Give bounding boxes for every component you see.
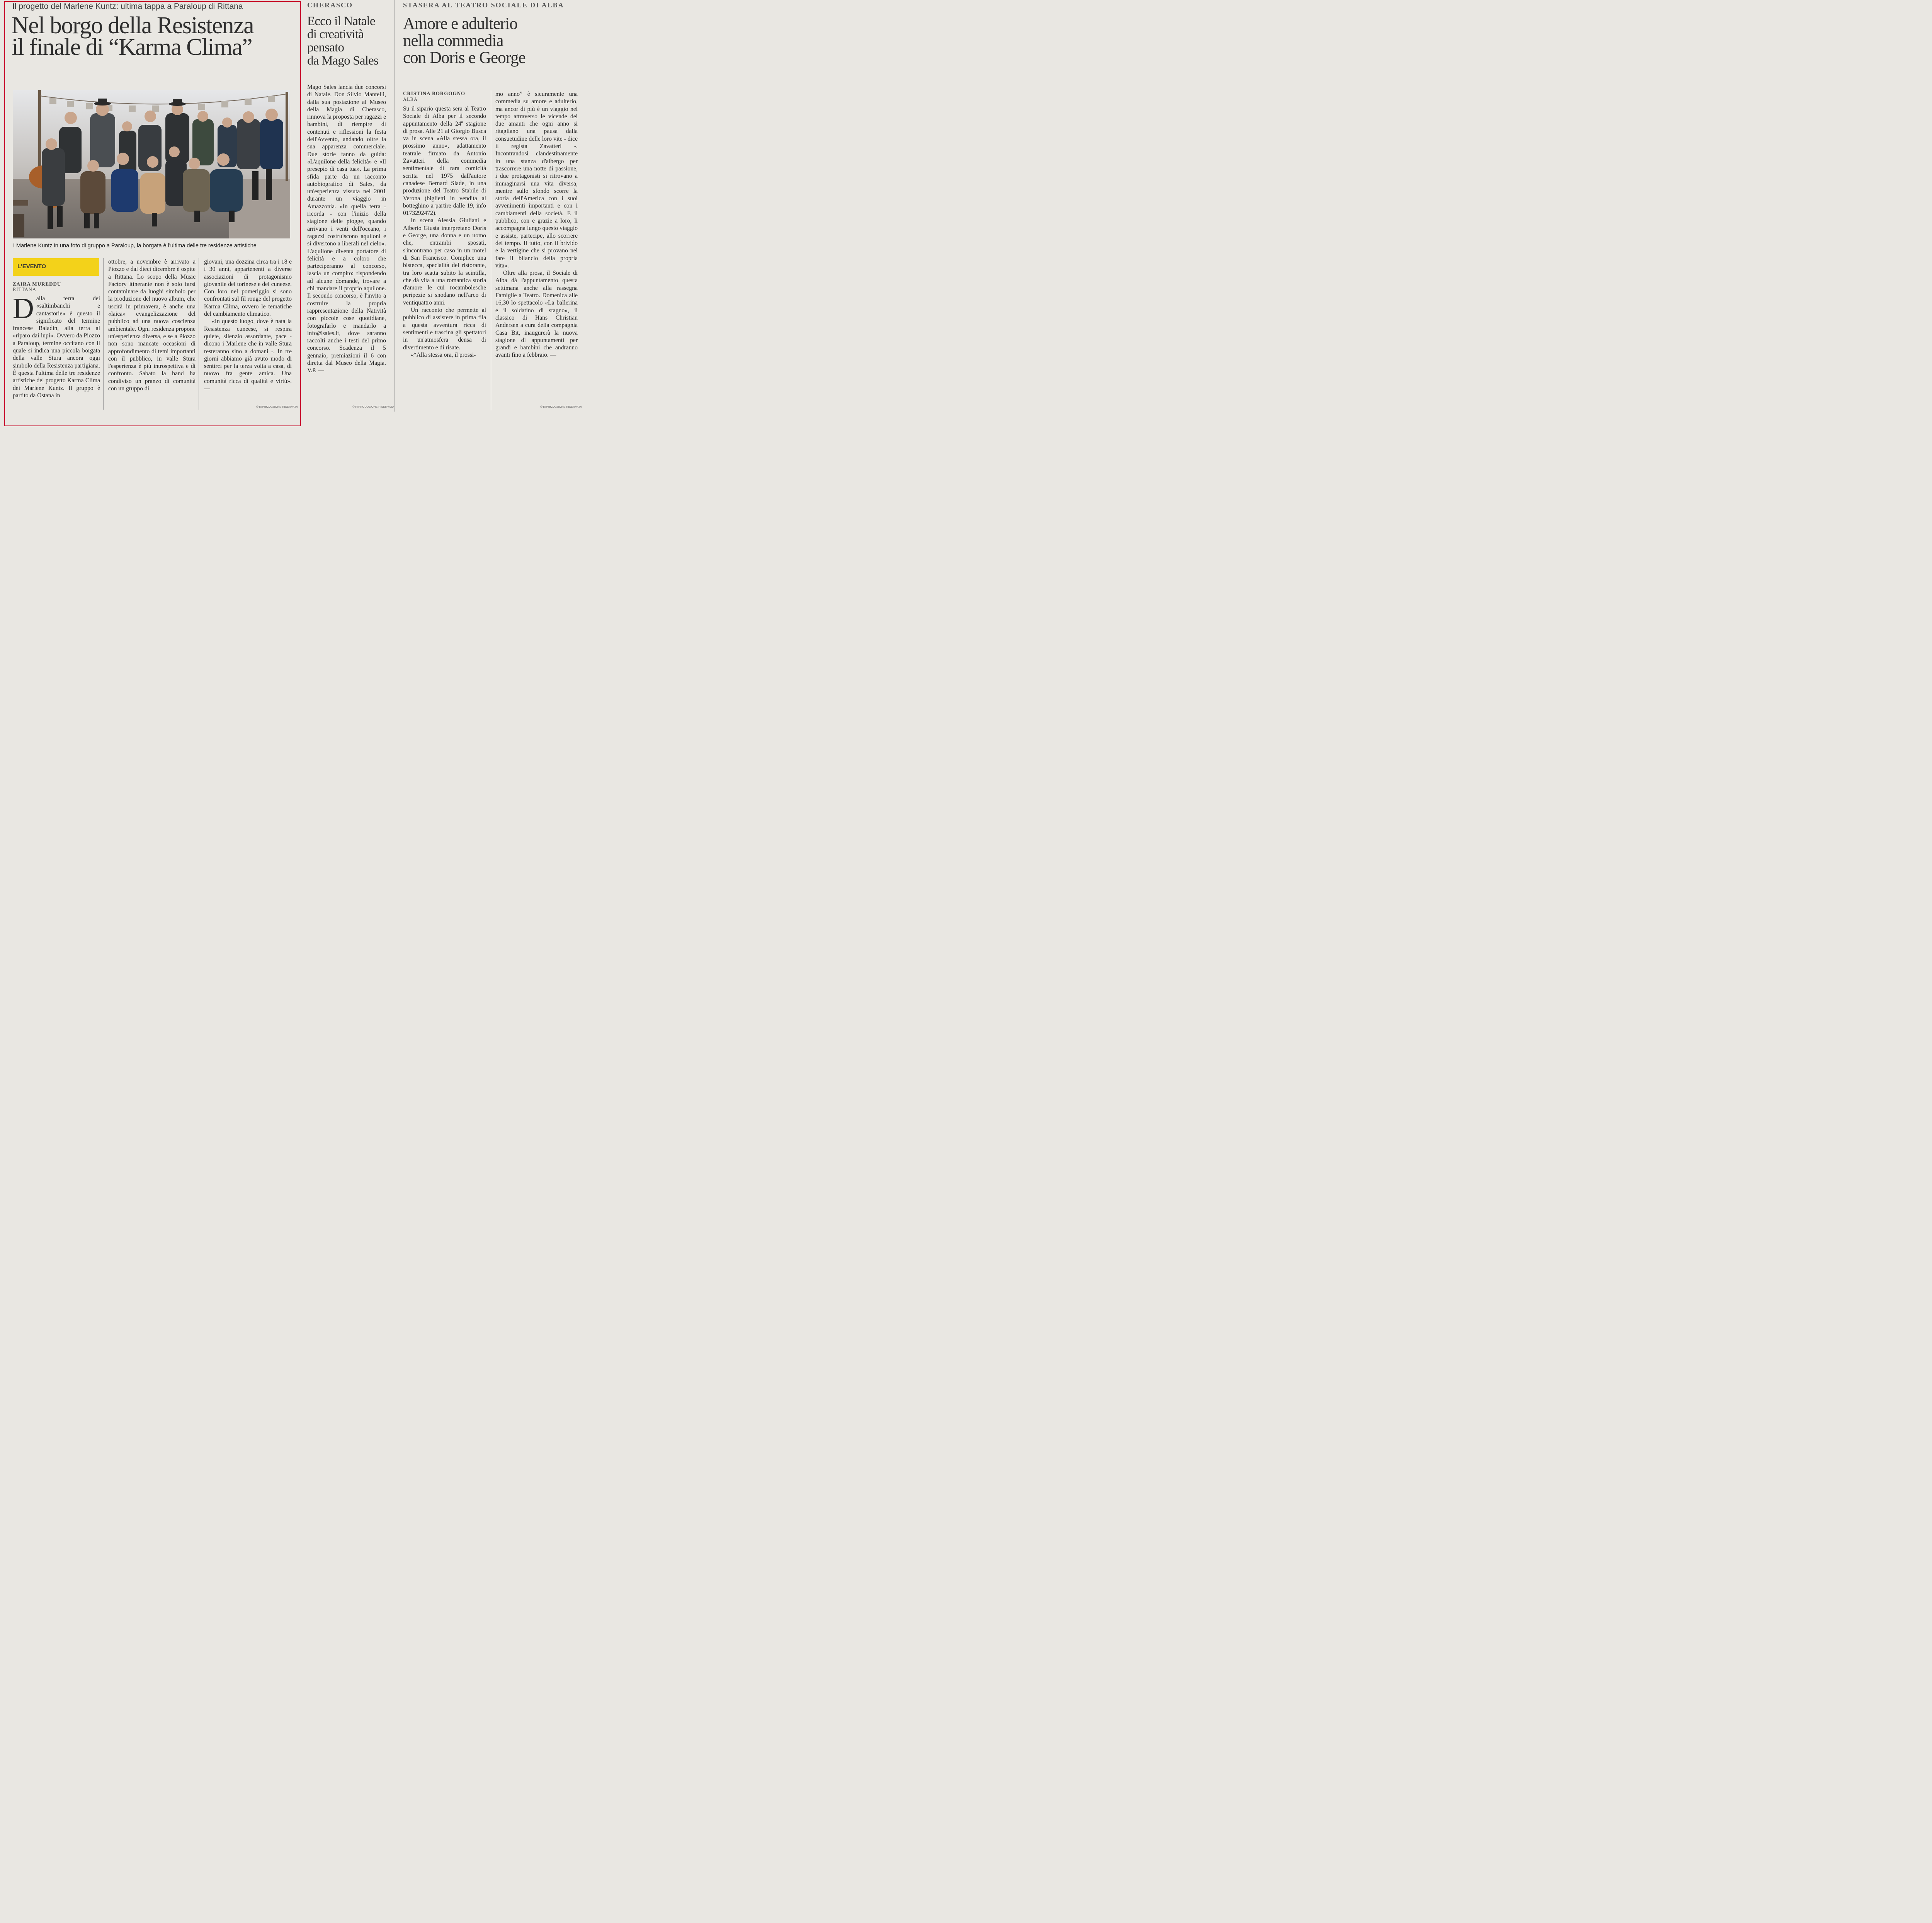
left-column-3 [204,258,292,392]
right-colA-paragraph-4: «“Alla stessa ora, il prossi- [411,351,476,358]
right-colB-paragraph-1: mo anno” è sicuramente una commedia su amore e adulterio, ma ancor di più è un viaggio nel tempo attraverso le vicende dei due amanti che ogni anno si ritagliano una pausa dalla consuetudine delle loro vite - dice il regista Zavatteri -. Incontrandosi clandestinamente in una stanza d'albergo per trascorrere una notte di passione, i due protagonisti si ritrovano a immaginarsi una vita diversa, mentre sullo sfondo scorre la storia dell'America con i suoi avvenimenti importanti e con i cambiamenti della società. E il pubblico, con e grazie a loro, li accompagna lungo questo viaggio e assiste, partecipe, allo scorrere del tempo. Il tutto, con il brivido e la vertigine che si provano nel fare il bilancio della propria vita». [495,91,578,269]
left-col3-paragraph-1: giovani, una dozzina circa tra i 18 e i 30 anni, appartenenti a diverse associazioni di protagonismo giovanile del torinese e del cuneese. Con loro nel pomeriggio si sono confrontati sul fil rouge del progetto Karma Clima, ovvero le tematiche del cambiamento climatico. [204,259,292,318]
left-column-2 [108,258,196,392]
right-place: ALBA [403,97,418,102]
drop-cap: D [13,292,34,325]
right-copyright: © RIPRODUZIONE RISERVATA [540,405,582,408]
left-copyright: © RIPRODUZIONE RISERVATA [256,405,298,408]
left-author: ZAIRA MUREDDU [13,281,61,287]
middle-body [307,83,386,374]
right-headline: Amore e adulterio nella commedia con Doris e George [403,15,526,67]
right-colA-paragraph-1: Su il sipario questa sera al Teatro Sociale di Alba per il secondo appuntamento della 24ª stagione di prosa. Alle 21 al Giorgio Busca va in scena «Alla stessa ora, il prossimo anno», adattamento teatrale firmato da Antonio Zavatteri della commedia sentimentale di rara comicità scritta nel 1975 dall'autore canadese Bernard Slade, in una produzione del Teatro Stabile di Verona (biglietti in vendita al botteghino a partire dalle 19, info 0173292472). [403,106,486,217]
photo-caption: I Marlene Kuntz in una foto di gruppo a Paraloup, la borgata è l'ultima delle tre residenze artistiche [13,243,257,249]
right-author: CRISTINA BORGOGNO [403,90,466,96]
left-col2-text: ottobre, a novembre è arrivato a Piozzo e dal dieci dicembre è ospite a Rittana. Lo scopo della Music Factory itinerante non è solo farsi contaminare da luoghi simbolo per la produzione del nuovo album, che uscirà in primavera, è anche una «laica» evangelizzazione del pubblico ad una nuova coscienza ambientale. Ogni residenza propone un'esperienza diversa, e se a Piozzo non sono mancate occasioni di approfondimento di temi importanti con il pubblico, in valle Stura l'esperienza è più introspettiva e di confronto. Sabato la band ha condiviso un pranzo di comunità con un gruppo di [108,259,196,392]
right-colA-paragraph-2: In scena Alessia Giuliani e Alberto Giusta interpretano Doris e George, una donna e un uomo che, entrambi sposati, s'incontrano per caso in un motel di San Francisco. Complice una bistecca, specialità del ristorante, tra loro scatta subito la scintilla, che dà vita a una romantica storia d'amore le cui rocambolesche peripezie si snodano nell'arco di ventiquattro anni. [403,217,486,306]
middle-headline: Ecco il Natale di creatività pensato da Mago Sales [307,14,378,68]
left-headline: Nel borgo della Resistenza il finale di “Karma Clima” [12,12,254,60]
middle-copyright: © RIPRODUZIONE RISERVATA [352,405,394,408]
right-column-1 [403,105,486,359]
middle-kicker: CHERASCO [307,1,353,9]
right-colB-paragraph-2: Oltre alla prosa, il Sociale di Alba dà l'appuntamento questa settimana anche alla rassegna Famiglie a Teatro. Domenica alle 16,30 lo spettacolo «La ballerina e il soldatino di stagno», il classico di Hans Christian Andersen a cura della compagnia Casa Bit, inaugurerà la nuova stagione di appuntamenti per grandi e bambini che andranno avanti fino a febbraio. — [495,270,578,359]
left-place: RITTANA [13,287,36,292]
right-colA-paragraph-3: Un racconto che permette al pubblico di assistere in prima fila a questa avventura ricca di sentimenti e trascina gli spettatori in un'atmosfera densa di divertimento e di risate. [403,307,486,351]
section-tag: L'EVENTO [13,258,99,276]
left-column-1 [13,292,100,411]
middle-body-text: Mago Sales lancia due concorsi di Natale. Don Silvio Mantelli, dalla sua postazione al Museo della Magia di Cherasco, rinnova la proposta per ragazzi e bambini, di riempire di contenuti e riflessioni la festa dell'Avvento, andando oltre la sua apparenza commerciale. Due storie fanno da guida: «L'aquilone della felicità» e «Il presepio di casa tua». La prima sfida parte da un racconto autobiografico di Sales, da un'esperienza vissuta nel 2001 durante un viaggio in Amazzonia. «In quella terra - ricorda - con l'inizio della stagione delle piogge, quando arrivano i venti dell'oceano, i ragazzi costruiscono aquiloni e si divertono a liberali nel cielo». L'aquilone diventa portatore di felicità e a coloro che parteciperanno al concorso, lascia un compito: rispondendo ad alcune domande, trovare a chi mandare il proprio aquilone. Il secondo concorso, è l'invito a costruire la propria rappresentazione della Natività con piccole cose quotidiane, fotografarlo e mandarlo a info@sales.it, dove saranno raccolti anche i testi del primo concorso. Scadenza il 5 gennaio, premiazioni il 6 con diretta dal Museo della Magia. V.P. — [307,84,386,374]
left-col3-paragraph-2: «In questo luogo, dove è nata la Resistenza cuneese, si respira quiete, silenzio assordante, pace - dicono i Marlene che in valle Stura resteranno sino a domani -. In tre giorni abbiamo già avuto modo di sentirci per la terza volta a casa, di nuovo fra gente amica. Una comunità ricca di qualità e virtù». — [204,318,292,392]
left-kicker: Il progetto del Marlene Kuntz: ultima tappa a Paraloup di Rittana [12,2,243,11]
column-divider [103,258,104,410]
right-column-2 [495,90,578,359]
right-kicker: STASERA AL TEATRO SOCIALE DI ALBA [403,1,564,9]
left-col1-text: alla terra dei «saltimbanchi e cantastorie» è questo il significato del termine francese Baladin, alla terra al «riparo dai lupi». Ovvero da Piozzo a Paraloup, termine occitano con il quale si indica una piccola borgata della valle Stura ancora oggi simbolo della Resistenza partigiana. È questa l'ultima delle tre residenze artistiche del progetto Karma Clima dei Marlene Kuntz. Il gruppo è partito da Ostana in [13,295,100,399]
group-photo [13,90,290,238]
